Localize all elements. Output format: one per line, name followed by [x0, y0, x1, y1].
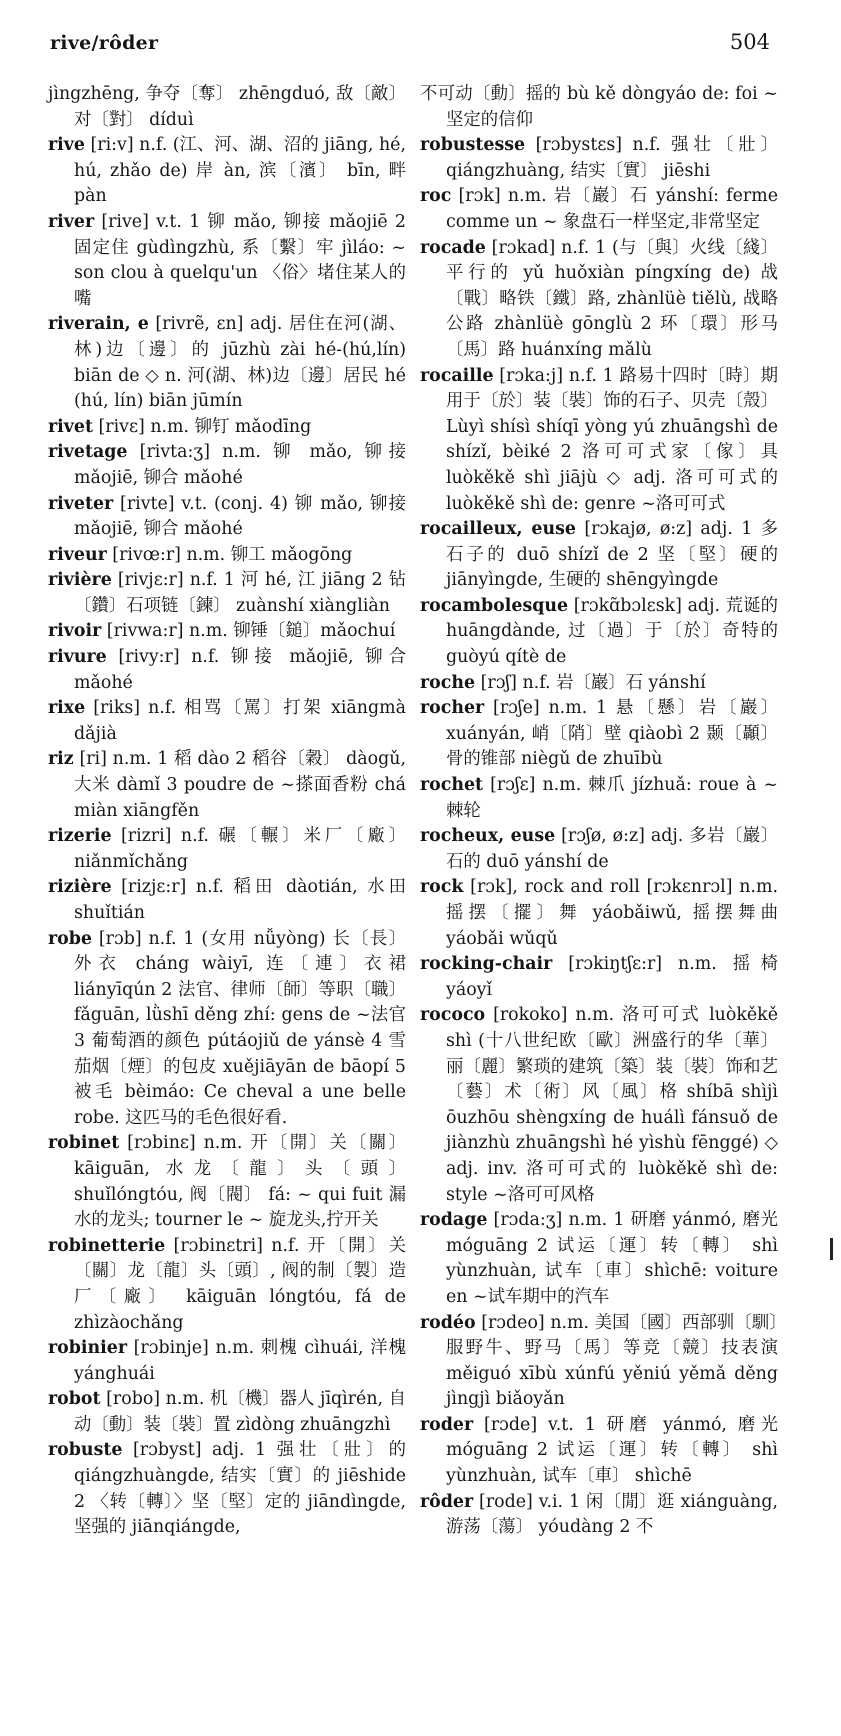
dictionary-entry [48, 133, 406, 210]
dictionary-entry [420, 1311, 778, 1413]
entry-definition: [rɔdeo] n.m. 美国〔國〕西部驯〔馴〕服野牛、野马〔馬〕等竞〔競〕技表演 měiguó xībù xúnfú yěniú yěmǎ děng jìngjì biǎoyǎn [446, 1312, 778, 1410]
headword: riverain, e [48, 314, 149, 335]
entry-definition: [rɔka:j] n.f. 1 路易十四时〔時〕期用于〔於〕装〔裝〕饰的石子、贝壳〔殼〕 Lùyì shísì shíqī yòng yú zhuāngshì de shízǐ, bèiké 2 洛可可式家〔傢〕具 luòkěkě shì jiājù ◇ adj. 洛可可式的 luòkěkě shì de: genre ~洛可可式 [446, 365, 778, 514]
headword: roche [420, 672, 476, 693]
dictionary-entry [420, 1413, 778, 1490]
dictionary-entry [420, 236, 778, 364]
dictionary-entry [48, 927, 406, 1132]
headword: robinier [48, 1338, 128, 1359]
dictionary-entry [420, 82, 778, 133]
entry-definition: [robo] n.m. 机〔機〕器人 jīqìrén, 自动〔動〕装〔裝〕置 zìdòng zhuāngzhì [74, 1389, 406, 1435]
entry-definition: [rokoko] n.m. 洛可可式 luòkěkě shì (十八世纪欧〔歐〕洲盛行的华〔華〕丽〔麗〕繁琐的建筑〔築〕装〔裝〕饰和艺〔藝〕术〔術〕风〔風〕格 shíbā shìjì ōuzhōu shèngxíng de huálì fánsuǒ de jiànzhù zhuāngshì hé yìshù fēnggé) ◇ adj. inv. 洛可可式的 luòkěkě shì de: style ~洛可可风格 [446, 1005, 778, 1205]
dictionary-entry [48, 824, 406, 875]
headword: rocher [420, 698, 485, 719]
dictionary-entry [48, 312, 406, 414]
entry-definition: [rɔbyst] adj. 1 强壮〔壯〕的 qiángzhuàngde, 结实〔實〕的 jiēshide 2 〈转〔轉〕〉坚〔堅〕定的 jiāndìngde, 坚强的 jiānqiángde, [74, 1440, 406, 1538]
entry-definition: [rɔbinɛ] n.m. 开〔開〕关〔關〕 kāiguān, 水龙〔龍〕头〔頭〕 shuǐlóngtóu, 阀〔閥〕 fá: ~ qui fuit 漏水的龙头; tourner le ~ 旋龙头,拧开关 [74, 1133, 406, 1231]
entry-definition: [rode] v.i. 1 闲〔閒〕逛 xiánguàng, 游荡〔蕩〕 yóudàng 2 不 [446, 1491, 778, 1538]
headword: roc [420, 186, 452, 207]
dictionary-entry [48, 1131, 406, 1233]
page-number: 504 [729, 30, 770, 54]
headword: rocailleux, euse [420, 519, 576, 540]
headword: rizière [48, 877, 112, 898]
dictionary-entry [420, 671, 778, 697]
entry-definition: [rɔkad] n.f. 1 (与〔與〕火线〔綫〕平行的 yǔ huǒxiàn píngxíng de) 战〔戰〕略铁〔鐵〕路, zhànlüè tiělù, 战略公路 zhànlüè gōnglù 2 环〔環〕形马〔馬〕路 huánxíng mǎlù [446, 237, 778, 360]
entry-definition: [rivy:r] n.f. 铆接 mǎojiē, 铆合 mǎohé [74, 647, 406, 693]
dictionary-entry [420, 184, 778, 235]
headword: rodéo [420, 1312, 476, 1333]
running-head: rive/rôder [50, 32, 159, 54]
dictionary-entry [48, 492, 406, 543]
headword: rocking-chair [420, 954, 553, 975]
headword: rodage [420, 1210, 488, 1231]
dictionary-entry [420, 1003, 778, 1208]
headword: rochet [420, 775, 484, 796]
dictionary-entry [48, 645, 406, 696]
entry-definition: [rɔbinje] n.m. 刺槐 cìhuái, 洋槐 yánghuái [74, 1338, 406, 1384]
entry-definition: [rivte] v.t. (conj. 4) 铆 mǎo, 铆接 mǎojiē, 铆合 mǎohé [74, 493, 406, 540]
entry-definition: [rivjɛ:r] n.f. 1 河 hé, 江 jiāng 2 钻〔鑽〕石项链〔鍊〕 zuànshí xiàngliàn [74, 570, 406, 616]
headword: rivet [48, 416, 93, 437]
headword: rocheux, euse [420, 826, 556, 847]
entry-definition: [rɔʃe] n.m. 1 悬〔懸〕岩〔巖〕 xuányán, 峭〔陗〕壁 qiàobì 2 颞〔顳〕骨的锥部 niègǔ de zhuībù [446, 698, 778, 770]
dictionary-entry [420, 1208, 778, 1310]
entry-definition: [rɔk], rock and roll [rɔkɛnrɔl] n.m. 摇摆〔擺〕舞 yáobǎiwǔ, 摇摆舞曲 yáobǎi wǔqǔ [446, 877, 778, 949]
dictionary-entry [420, 696, 778, 773]
dictionary-entry [420, 952, 778, 1003]
entry-definition: 不可动〔動〕摇的 bù kě dòngyáo de: foi ~坚定的信仰 [420, 84, 778, 130]
dictionary-entry [48, 696, 406, 747]
dictionary-entry [48, 543, 406, 569]
headword: roder [420, 1414, 474, 1435]
headword: rivure [48, 647, 107, 668]
headword: riveter [48, 493, 114, 514]
headword: robinetterie [48, 1235, 166, 1256]
entry-definition: [rɔbystɛs] n.f. 强壮〔壯〕qiángzhuàng, 结实〔實〕 jiēshi [446, 135, 778, 181]
dictionary-entry [420, 824, 778, 875]
entry-definition: [riks] n.f. 相骂〔罵〕打架 xiāngmà dǎjià [74, 698, 406, 744]
entry-definition: [rɔbinɛtri] n.f. 开〔開〕关〔關〕龙〔龍〕头〔頭〕, 阀的制〔製〕造厂〔廠〕 kāiguān lóngtóu, fá de zhìzàochǎng [74, 1235, 406, 1333]
dictionary-entry [48, 747, 406, 824]
headword: rocade [420, 237, 486, 258]
dictionary-entry [48, 415, 406, 441]
headword: robuste [48, 1440, 123, 1461]
entry-definition: [rɔkiŋtʃɛ:r] n.m. 摇椅 yáoyǐ [446, 954, 778, 1000]
headword: rococo [420, 1005, 486, 1026]
entry-definition: [rɔb] n.f. 1 (女用 nǚyòng) 长〔長〕外衣 cháng wàiyī, 连〔連〕衣裙 liányīqún 2 法官、律师〔師〕等职〔職〕 fǎguān, lǜshī děng zhí: gens de ~法官 3 葡萄酒的颜色 pútáojiǔ de yánsè 4 雪茄烟〔煙〕的包皮 xuějiāyān de bāopí 5 被毛 bèimáo: Ce cheval a une belle robe. 这匹马的毛色很好看. [74, 928, 406, 1128]
dictionary-entry [48, 1336, 406, 1387]
entry-definition: [rivta:ʒ] n.m. 铆 mǎo, 铆接mǎojiē, 铆合 mǎohé [74, 442, 406, 488]
headword: rizerie [48, 826, 112, 847]
entry-definition: [rɔk] n.m. 岩〔巖〕石 yánshí: ferme comme un ~ 象盘石一样坚定,非常坚定 [446, 186, 778, 232]
headword: robot [48, 1389, 101, 1410]
entry-definition: [rizri] n.f. 碾〔輾〕米厂〔廠〕 niǎnmǐchǎng [74, 826, 406, 872]
entry-definition: [rɔde] v.t. 1 研磨 yánmó, 磨光 móguāng 2 试运〔運〕转〔轉〕 shì yùnzhuàn, 试车〔車〕 shìchē [446, 1414, 778, 1487]
entry-definition: [ri] n.m. 1 稻 dào 2 稻谷〔穀〕 dàogǔ, 大米 dàmǐ 3 poudre de ~搽面香粉 chá miàn xiāngfěn [73, 749, 406, 821]
entry-definition: [rivwa:r] n.m. 铆锤〔鎚〕mǎochuí [101, 621, 396, 642]
headword: robe [48, 928, 92, 949]
entry-definition: [rivœ:r] n.m. 铆工 mǎogōng [106, 544, 353, 565]
dictionary-entry [48, 875, 406, 926]
dictionary-entry [420, 875, 778, 952]
headword: riveur [48, 544, 107, 565]
margin-mark [830, 1238, 833, 1260]
dictionary-entry [48, 568, 406, 619]
left-column [48, 82, 406, 1541]
headword: rivière [48, 570, 112, 591]
dictionary-entry [420, 133, 778, 184]
dictionary-entry [420, 594, 778, 671]
entry-definition: [rizjɛ:r] n.f. 稻田 dàotián, 水田 shuǐtián [74, 877, 406, 923]
dictionary-entry [420, 1490, 778, 1541]
entry-definition: [rɔda:ʒ] n.m. 1 研磨 yánmó, 磨光 móguāng 2 试运〔運〕转〔轉〕 shì yùnzhuàn, 试车〔車〕shìchē: voiture en ~试车期中的汽车 [446, 1210, 778, 1307]
entry-definition: [rɔkajø, ø:z] adj. 1 多石子的 duō shízǐ de 2 坚〔堅〕硬的 jiānyìngde, 生硬的 shēngyìngde [446, 519, 778, 591]
dictionary-entry [48, 1234, 406, 1336]
dictionary-entry [48, 619, 406, 645]
headword: rôder [420, 1491, 474, 1512]
dictionary-entry [48, 82, 406, 133]
entry-definition: jìngzhēng, 争夺〔奪〕 zhēngduó, 敌〔敵〕对〔對〕 díduì [48, 84, 406, 130]
headword: rivoir [48, 621, 102, 642]
entry-definition: [rɔʃɛ] n.m. 棘爪 jízhuǎ: roue à ~棘轮 [446, 775, 778, 821]
headword: rock [420, 877, 464, 898]
headword: robinet [48, 1133, 120, 1154]
headword: river [48, 211, 95, 232]
entry-definition: [rɔʃø, ø:z] adj. 多岩〔巖〕石的 duō yánshí de [446, 826, 778, 872]
headword: rixe [48, 698, 86, 719]
entry-definition: [rɔʃ] n.f. 岩〔巖〕石 yánshí [475, 672, 706, 693]
dictionary-entry [420, 517, 778, 594]
entry-definition: [rivɛ] n.m. 铆钉 mǎodīng [92, 416, 312, 437]
dictionary-entry [48, 1438, 406, 1540]
dictionary-entry [48, 1387, 406, 1438]
headword: rocambolesque [420, 595, 569, 616]
entry-definition: [rive] v.t. 1 铆 mǎo, 铆接 mǎojiē 2 固定住 gùdìngzhù, 系〔繫〕牢 jìláo: ~ son clou à quelqu'un 〈俗〉堵住某人的嘴 [74, 211, 406, 309]
dictionary-entry [420, 773, 778, 824]
right-column [420, 82, 778, 1541]
page-header [50, 28, 770, 58]
entry-definition: [rivrẽ, ɛn] adj. 居住在河(湖、林)边〔邊〕的 jūzhù zài hé-(hú,lín) biān de ◇ n. 河(湖、林)边〔邊〕居民 hé (hú, lín) biān jūmín [74, 314, 406, 412]
headword: riz [48, 749, 74, 770]
headword: rocaille [420, 365, 494, 386]
dictionary-entry [48, 440, 406, 491]
entry-definition: [ri:v] n.f. (江、河、湖、沼的 jiāng, hé, hú, zhǎo de) 岸 àn, 滨〔濱〕 bīn, 畔 pàn [74, 135, 406, 207]
headword: rive [48, 135, 85, 156]
dictionary-entry [420, 364, 778, 518]
headword: robustesse [420, 135, 526, 156]
entry-definition: [rɔkɑ̃bɔlɛsk] adj. 荒诞的 huāngdànde, 过〔過〕于〔於〕奇特的 guòyú qítè de [446, 595, 778, 668]
headword: rivetage [48, 442, 128, 463]
dictionary-entry [48, 210, 406, 312]
